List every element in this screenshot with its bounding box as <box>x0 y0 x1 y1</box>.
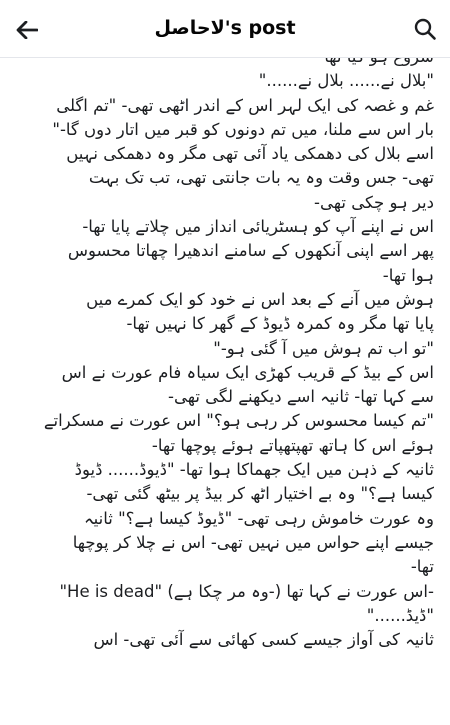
post-line: ہوا تھا- <box>382 265 434 285</box>
arrow-left-icon <box>16 21 38 39</box>
post-line: تھی- جس وقت وہ یہ بات جانتی تھی، تب تک بہت <box>88 168 434 188</box>
post-line: "ڈیڈ......" <box>366 605 434 625</box>
post-line: پھر اسے اپنی آنکھوں کے سامنے اندھیرا چھاتا محسوس <box>67 241 434 261</box>
post-line: تھا- <box>410 557 434 577</box>
post-text <box>10 45 434 652</box>
post-line: اس نے اپنے آپ کو ہسٹریائی انداز میں چلاتے پایا تھا- <box>82 217 434 237</box>
post-line: "He is dead" (وہ مر چکا ہے-) اس عورت نے کہا تھا- <box>59 581 434 601</box>
post-line: ہوئے اس کا ہاتھ تھپتھپاتے ہوئے پوچھا تھا- <box>151 435 434 455</box>
search-icon <box>413 17 437 41</box>
post-line: جیسے اپنے حواس میں نہیں تھی- اس نے چلا کر پوچھا <box>72 532 434 552</box>
post-line: "تو اب تم ہوش میں آ گئی ہو-" <box>213 338 434 358</box>
post-line: اس کے بیڈ کے قریب کھڑی ایک سیاہ فام عورت نے اس <box>61 362 434 382</box>
post-line: پایا تھا مگر وہ کمرہ ڈیوڈ کے گھر کا نہیں تھا- <box>126 314 434 334</box>
post-line: اسے بلال کی دھمکی یاد آئی تھی مگر وہ دھمکی نہیں <box>66 144 434 164</box>
post-line: سے کہا تھا- ثانیہ اسے دیکھنے لگی تھی- <box>168 387 434 407</box>
post-line: غم و غصہ کی ایک لہر اس کے اندر اٹھی تھی- "تم اگلی <box>56 95 434 115</box>
top-app-bar <box>0 0 450 58</box>
post-line: دیر ہو چکی تھی- <box>314 192 434 212</box>
post-line: "تم کیسا محسوس کر رہی ہو؟" اس عورت نے مسکراتے <box>43 411 434 431</box>
post-line: ثانیہ کی آواز جیسے کسی کھائی سے آئی تھی- اس <box>93 630 434 650</box>
post-line: "بلال نے...... بلال نے......" <box>258 71 434 91</box>
back-button[interactable] <box>12 16 42 44</box>
search-button[interactable] <box>410 14 440 44</box>
post-line: وہ عورت خاموش رہی تھی- "ڈیوڈ کیسا ہے؟" ثانیہ <box>83 508 434 528</box>
post-content <box>0 45 450 725</box>
page-title: لاحاصل's post <box>154 17 296 39</box>
post-line: ہوش میں آنے کے بعد اس نے خود کو ایک کمرے میں <box>86 289 434 309</box>
post-line: کیسا ہے؟" وہ بے اختیار اٹھ کر بیڈ پر بیٹھ گئی تھی- <box>86 484 434 504</box>
post-line: بار اس سے ملنا، میں تم دونوں کو قبر میں اتار دوں گا-" <box>52 119 434 139</box>
post-line: ثانیہ کے ذہن میں ایک جھماکا ہوا تھا- "ڈیوڈ...... ڈیوڈ <box>74 460 434 480</box>
